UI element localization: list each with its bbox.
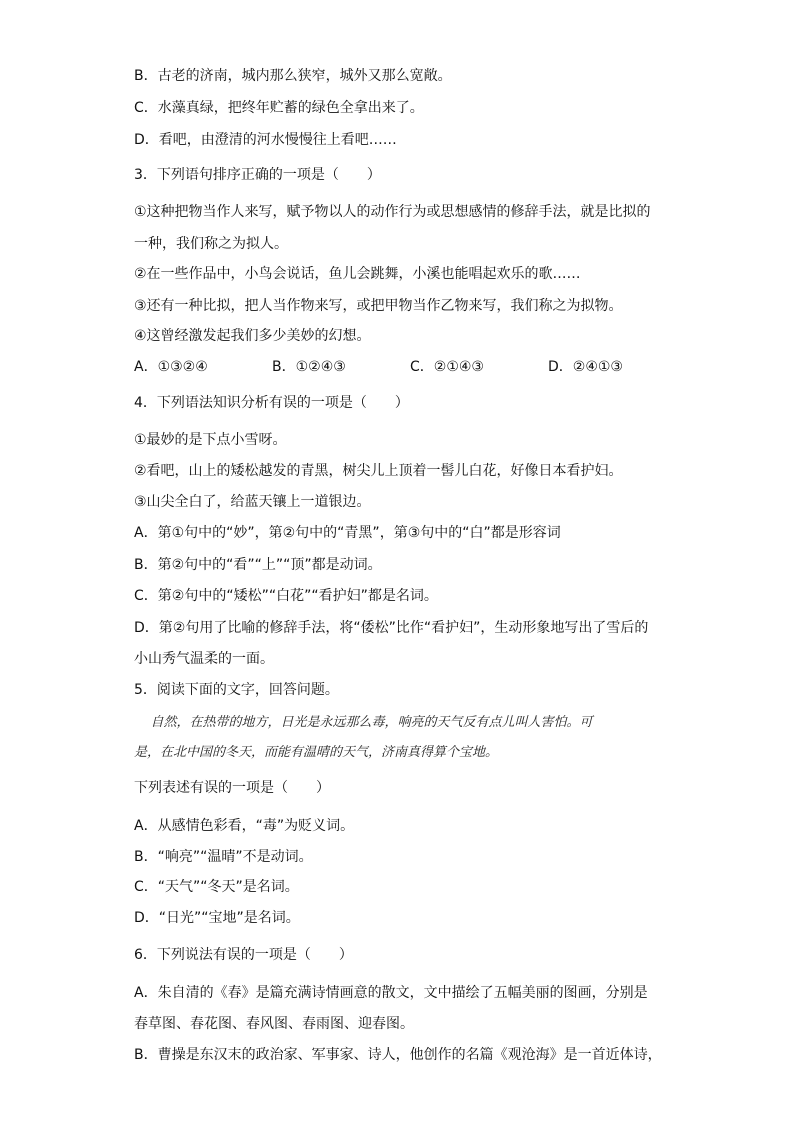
q5-stem: 5．阅读下面的文字，回答问题。 — [134, 682, 339, 698]
q4-option-d-cont: 小山秀气温柔的一面。 — [134, 651, 274, 667]
q4-option-b: B．第②句中的“看”“上”“顶”都是动词。 — [134, 557, 382, 573]
q5-option-a: A．从感情色彩看，“毒”为贬义词。 — [134, 818, 355, 834]
q3-option-d: D．②④①③ — [548, 359, 623, 375]
q2-option-d: D．看吧，由澄清的河水慢慢往上看吧…… — [134, 132, 397, 148]
q3-sentence-1-cont: 一种，我们称之为拟人。 — [134, 236, 288, 252]
q4-stem: 4．下列语法知识分析有误的一项是（ ） — [134, 395, 409, 411]
q3-sentence-1: ①这种把物当作人来写，赋予物以人的动作行为或思想感情的修辞手法，就是比拟的 — [134, 204, 651, 220]
q5-option-b: B．“响亮”“温晴”不是动词。 — [134, 849, 313, 865]
q4-option-c: C．第②句中的“矮松”“白花”“看护妇”都是名词。 — [134, 588, 438, 604]
q4-option-d: D．第②句用了比喻的修辞手法，将“倭松”比作“看护妇”，生动形象地写出了雪后的 — [134, 620, 649, 636]
q3-option-b: B．①②④③ — [272, 359, 346, 375]
q3-sentence-4: ④这曾经激发起我们多少美妙的幻想。 — [134, 328, 371, 344]
q3-option-a: A．①③②④ — [134, 359, 208, 375]
q6-option-b: B．曹操是东汉末的政治家、军事家、诗人，他创作的名篇《观沧海》是一首近体诗， — [134, 1047, 662, 1063]
q3-stem: 3．下列语句排序正确的一项是（ ） — [134, 167, 381, 183]
q5-sub-stem: 下列表述有误的一项是（ ） — [134, 780, 330, 796]
q4-option-a: A．第①句中的“妙”，第②句中的“青黑”，第③句中的“白”都是形容词 — [134, 525, 561, 541]
q5-option-d: D．“日光”“宝地”是名词。 — [134, 910, 300, 926]
q2-option-c: C．水藻真绿，把终年贮蓄的绿色全拿出来了。 — [134, 100, 424, 116]
passage-line-2: 是，在北中国的冬天，而能有温晴的天气，济南真得算个宝地。 — [134, 745, 499, 760]
q5-option-c: C．“天气”“冬天”是名词。 — [134, 879, 299, 895]
q6-stem: 6．下列说法有误的一项是（ ） — [134, 947, 353, 963]
q3-option-c: C．②①④③ — [410, 359, 484, 375]
passage-line-1: 自然，在热带的地方，日光是永远那么毒，响亮的天气反有点儿叫人害怕。可 — [134, 715, 593, 730]
q6-option-a: A．朱自清的《春》是篇充满诗情画意的散文，文中描绘了五幅美丽的图画，分别是 — [134, 985, 648, 1001]
q3-sentence-3: ③还有一种比拟，把人当作物来写，或把甲物当作乙物来写，我们称之为拟物。 — [134, 298, 623, 314]
q6-option-a-cont: 春草图、春花图、春风图、春雨图、迎春图。 — [134, 1016, 414, 1032]
q3-sentence-2: ②在一些作品中，小鸟会说话，鱼儿会跳舞，小溪也能唱起欢乐的歌…… — [134, 266, 581, 282]
q4-sentence-2: ②看吧，山上的矮松越发的青黑，树尖儿上顶着一髻儿白花，好像日本看护妇。 — [134, 463, 623, 479]
q4-sentence-1: ①最妙的是下点小雪呀。 — [134, 432, 287, 448]
q4-sentence-3: ③山尖全白了，给蓝天镶上一道银边。 — [134, 494, 371, 510]
q2-option-b: B．古老的济南，城内那么狭窄，城外又那么宽敞。 — [134, 68, 452, 84]
